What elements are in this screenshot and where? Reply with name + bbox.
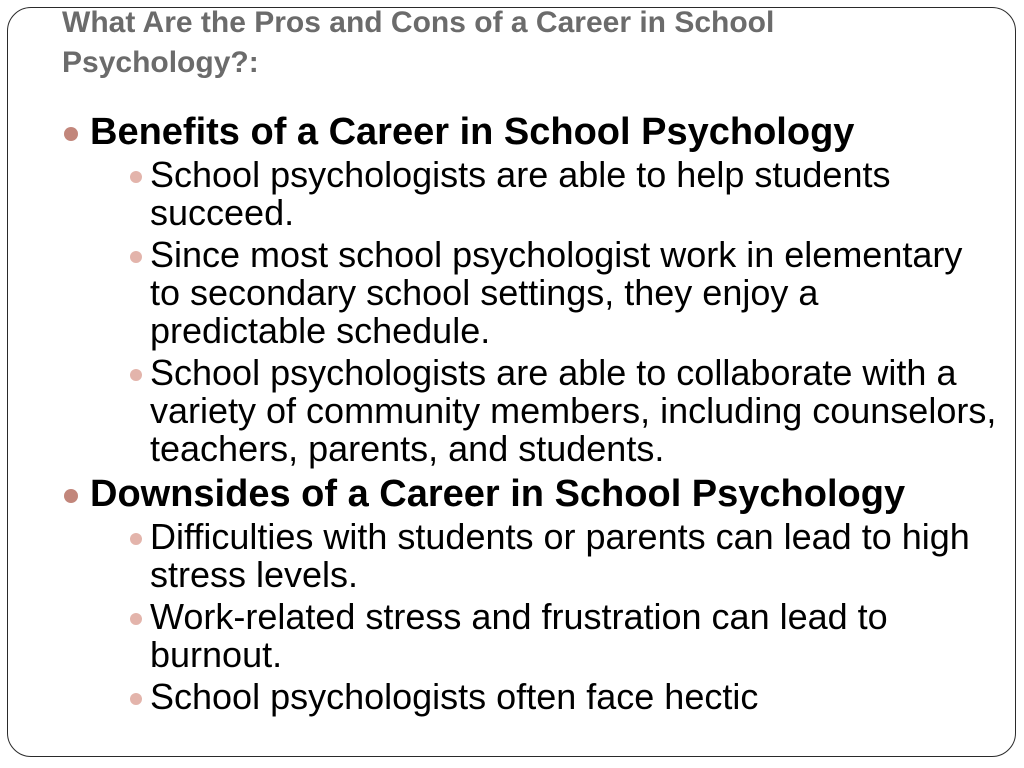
sub-bullet-list <box>90 518 1000 716</box>
sub-bullet-dot-icon <box>130 613 142 625</box>
list-item-text: Difficulties with students or parents can lead to high stress levels. <box>150 516 970 595</box>
section-benefits <box>60 112 1000 468</box>
slide-content <box>60 112 1000 768</box>
sub-bullet-dot-icon <box>130 533 142 545</box>
bullet-dot-icon <box>64 489 78 503</box>
list-item-text: School psychologists are able to help students succeed. <box>150 154 891 233</box>
list-item-text: School psychologists are able to collaborate with a variety of community members, including counselors, teachers, parents, and students. <box>150 352 997 469</box>
list-item-text: Work-related stress and frustration can lead to burnout. <box>150 596 888 675</box>
list-item <box>90 156 1000 232</box>
sub-bullet-dot-icon <box>130 693 142 705</box>
list-item-text: Since most school psychologist work in elementary to secondary school settings, they enjoy a predictable schedule. <box>150 234 963 351</box>
section-downsides <box>60 474 1000 716</box>
bullet-dot-icon <box>64 127 78 141</box>
bullet-list <box>60 112 1000 716</box>
sub-bullet-list <box>90 156 1000 468</box>
slide-title: What Are the Pros and Cons of a Career in School Psychology?: <box>62 6 775 79</box>
list-item-text: School psychologists often face hectic <box>150 676 759 717</box>
list-item <box>90 518 1000 594</box>
list-item <box>90 354 1000 468</box>
list-item <box>90 236 1000 350</box>
sub-bullet-dot-icon <box>130 171 142 183</box>
list-item <box>90 598 1000 674</box>
sub-bullet-dot-icon <box>130 369 142 381</box>
section-heading: Benefits of a Career in School Psychology <box>90 112 855 153</box>
sub-bullet-dot-icon <box>130 251 142 263</box>
list-item <box>90 678 1000 716</box>
section-heading: Downsides of a Career in School Psychology <box>90 473 906 515</box>
